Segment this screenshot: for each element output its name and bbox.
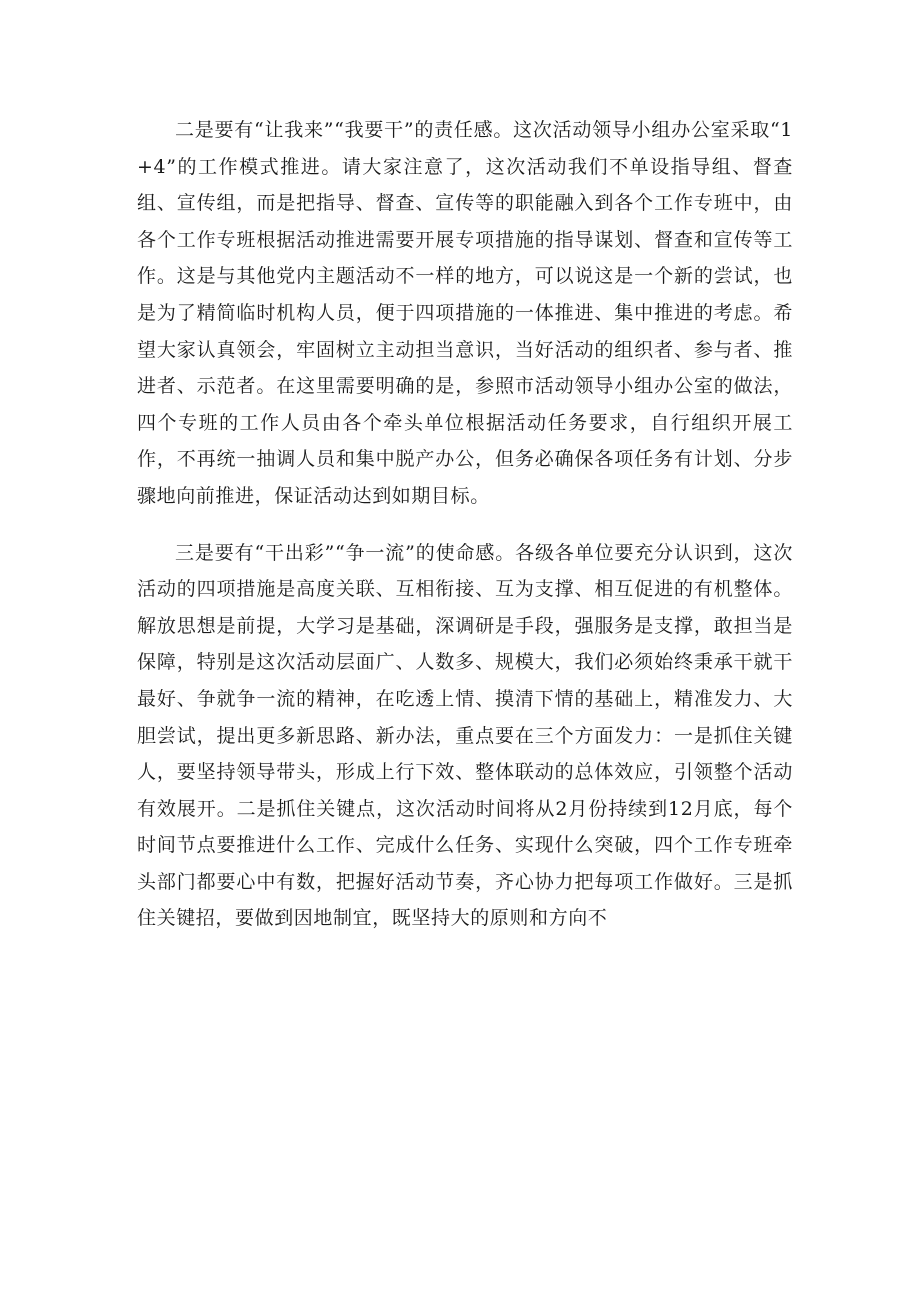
document-body (137, 112, 793, 937)
paragraph-responsibility: 二是要有“让我来”“我要干”的责任感。这次活动领导小组办公室采取“1+4”的工作模式推进。请大家注意了，这次活动我们不单设指导组、督查组、宣传组，而是把指导、督查、宣传等的职能融入到各个工作专班中，由各个工作专班根据活动推进需要开展专项措施的指导谋划、督查和宣传等工作。这是与其他党内主题活动不一样的地方，可以说这是一个新的尝试，也是为了精简临时机构人员，便于四项措施的一体推进、集中推进的考虑。希望大家认真领会，牢固树立主动担当意识，当好活动的组织者、参与者、推进者、示范者。在这里需要明确的是，参照市活动领导小组办公室的做法，四个专班的工作人员由各个牵头单位根据活动任务要求，自行组织开展工作，不再统一抽调人员和集中脱产办公，但务必确保各项任务有计划、分步骤地向前推进，保证活动达到如期目标。 (137, 119, 793, 507)
paragraph-mission: 三是要有“干出彩”“争一流”的使命感。各级各单位要充分认识到，这次活动的四项措施是高度关联、互相衔接、互为支撑、相互促进的有机整体。解放思想是前提，大学习是基础，深调研是手段，强服务是支撑，敢担当是保障，特别是这次活动层面广、人数多、规模大，我们必须始终秉承干就干最好、争就争一流的精神，在吃透上情、摸清下情的基础上，精准发力、大胆尝试，提出更多新思路、新办法，重点要在三个方面发力：一是抓住关键人，要坚持领导带头，形成上行下效、整体联动的总体效应，引领整个活动有效展开。二是抓住关键点，这次活动时间将从2月份持续到12月底，每个时间节点要推进什么工作、完成什么任务、实现什么突破，四个工作专班牵头部门都要心中有数，把握好活动节奏，齐心协力把每项工作做好。三是抓住关键招，要做到因地制宜，既坚持大的原则和方向不 (137, 541, 793, 930)
